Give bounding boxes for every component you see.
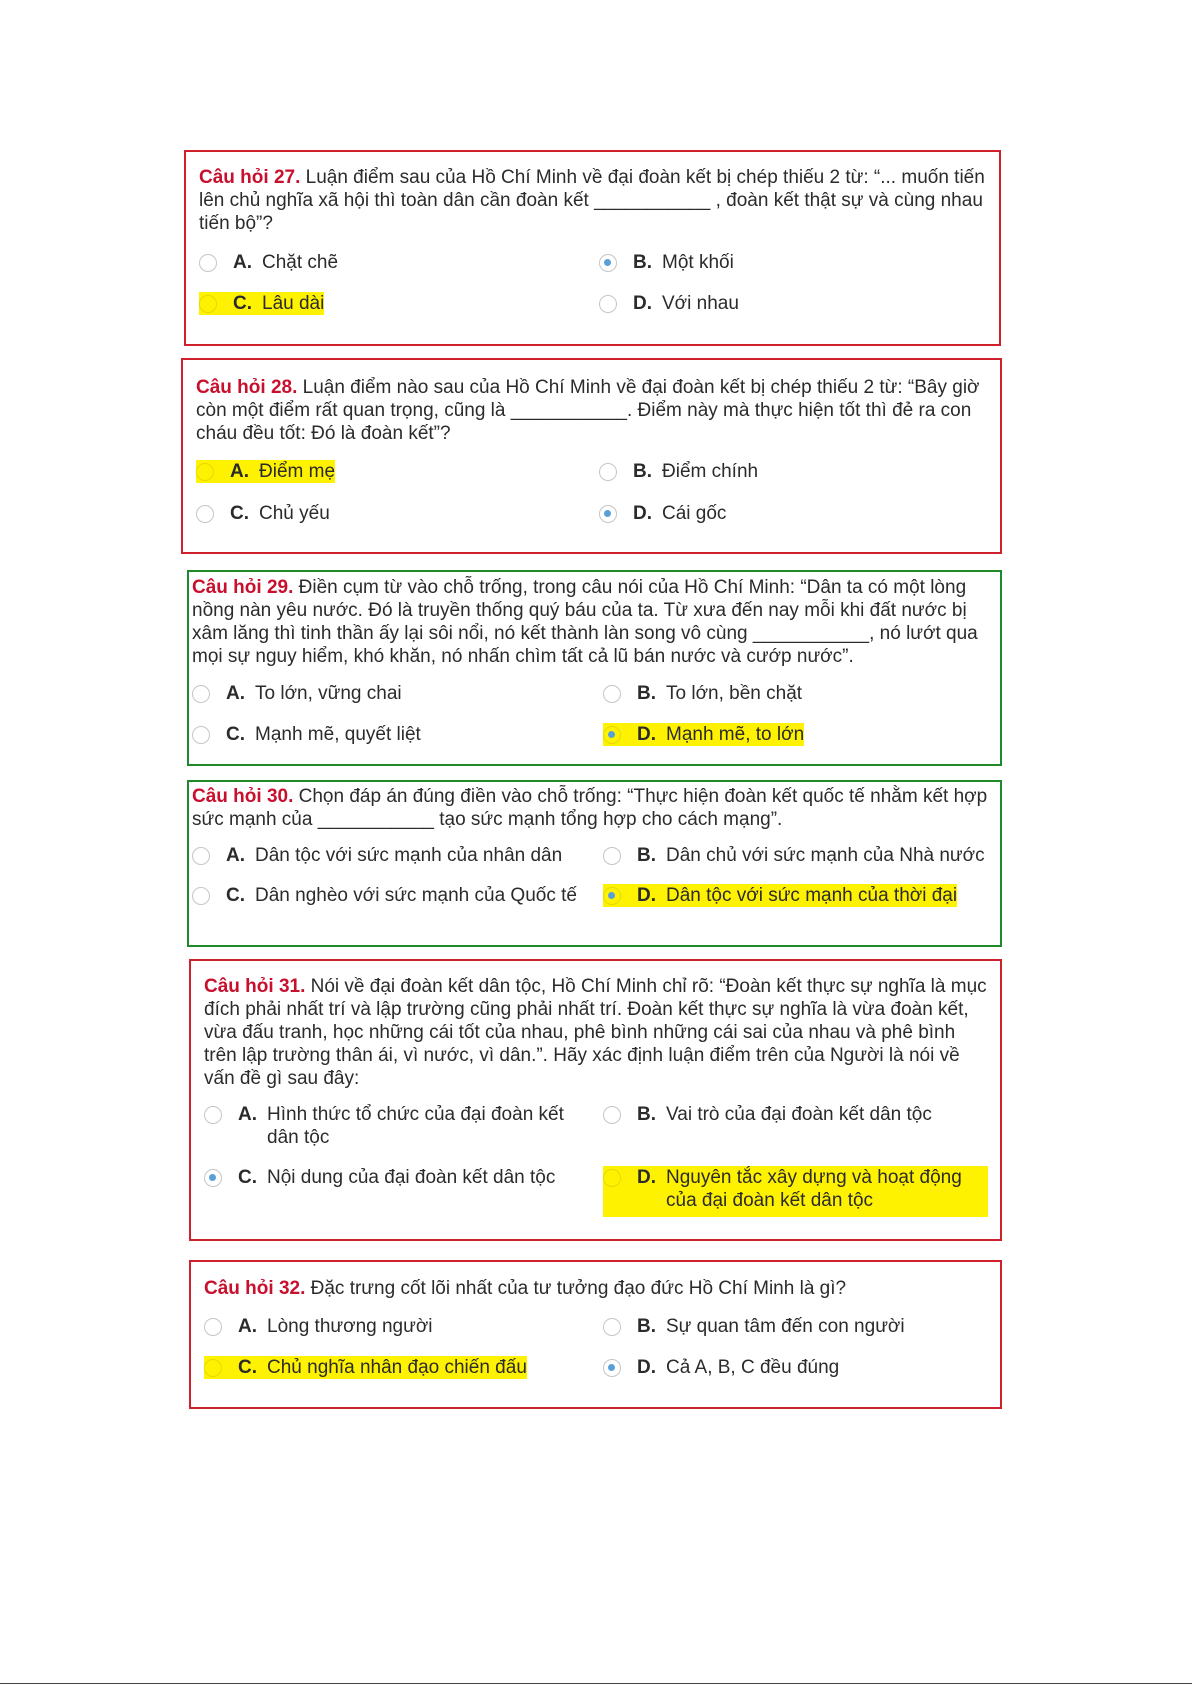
question-30-card: [187, 780, 1002, 947]
question-31-text: [204, 975, 992, 1090]
radio-selected-icon[interactable]: [204, 1169, 222, 1187]
option-label: Dân tộc với sức mạnh của nhân dân: [255, 845, 563, 866]
option-b[interactable]: [603, 1103, 993, 1126]
option-letter: A.: [238, 1104, 257, 1125]
question-body: Luận điểm sau của Hồ Chí Minh về đại đoàn kết bị chép thiếu 2 từ: “... muốn tiến lên chủ nghĩa xã hội thì toàn dân cần đoàn kết ___________ , đoàn kết thật sự và cùng nhau tiến bộ”?: [199, 167, 985, 234]
radio-icon[interactable]: [603, 1106, 621, 1124]
option-b[interactable]: [599, 460, 758, 483]
option-letter: A.: [226, 845, 245, 866]
option-label: Dân nghèo với sức mạnh của Quốc tế: [255, 885, 577, 906]
option-label: Lâu dài: [262, 293, 325, 314]
option-label: Dân tộc với sức mạnh của thời đại: [666, 885, 958, 906]
radio-icon[interactable]: [603, 1169, 621, 1187]
radio-icon[interactable]: [192, 887, 210, 905]
question-body: Chọn đáp án đúng điền vào chỗ trống: “Thực hiện đoàn kết quốc tế nhằm kết hợp sức mạnh của ___________ tạo sức mạnh tổng hợp cho cách mạng”.: [192, 786, 988, 830]
option-a[interactable]: [204, 1103, 584, 1149]
option-b[interactable]: [603, 844, 999, 867]
radio-icon[interactable]: [199, 295, 217, 313]
option-c[interactable]: [196, 502, 330, 525]
option-letter: C.: [226, 885, 245, 906]
option-a[interactable]: [192, 844, 582, 867]
option-letter: C.: [233, 293, 252, 314]
option-label: Chủ yếu: [259, 503, 330, 524]
option-d-highlighted[interactable]: [603, 884, 957, 907]
option-letter: B.: [637, 1316, 656, 1337]
option-c-highlighted[interactable]: [204, 1356, 527, 1379]
option-letter: A.: [238, 1316, 257, 1337]
radio-selected-icon[interactable]: [599, 254, 617, 272]
question-number: Câu hỏi 30.: [192, 786, 294, 807]
option-c-highlighted[interactable]: [199, 292, 324, 315]
option-label: Mạnh mẽ, to lớn: [666, 724, 805, 745]
option-letter: C.: [238, 1357, 257, 1378]
radio-selected-icon[interactable]: [599, 505, 617, 523]
option-label: Nội dung của đại đoàn kết dân tộc: [267, 1167, 556, 1188]
option-a[interactable]: [199, 251, 338, 274]
radio-icon[interactable]: [199, 254, 217, 272]
radio-selected-icon[interactable]: [603, 726, 621, 744]
option-letter: B.: [637, 1104, 656, 1125]
question-number: Câu hỏi 31.: [204, 976, 306, 997]
option-letter: A.: [226, 683, 245, 704]
option-label: Cái gốc: [662, 503, 727, 524]
option-letter: C.: [230, 503, 249, 524]
option-letter: A.: [230, 461, 249, 482]
radio-icon[interactable]: [192, 726, 210, 744]
question-number: Câu hỏi 27.: [199, 167, 301, 188]
option-d-highlighted[interactable]: [603, 723, 804, 746]
radio-selected-icon[interactable]: [603, 1359, 621, 1377]
option-letter: D.: [637, 724, 656, 745]
option-b[interactable]: [599, 251, 734, 274]
radio-icon[interactable]: [599, 295, 617, 313]
question-body: Luận điểm nào sau của Hồ Chí Minh về đại đoàn kết bị chép thiếu 2 từ: “Bây giờ còn một điểm rất quan trọng, cũng là ___________. Điểm này mà thực hiện tốt thì đẻ ra con cháu đều tốt: Đó là đoàn kết”?: [196, 377, 980, 444]
question-body: Điền cụm từ vào chỗ trống, trong câu nói của Hồ Chí Minh: “Dân ta có một lòng nồng nàn yêu nước. Đó là truyền thống quý báu của ta. Từ xưa đến nay mỗi khi đất nước bị xâm lăng thì tinh thần ấy lại sôi nổi, nó kết thành làn song vô cùng ___________, nó lướt qua mọi sự nguy hiểm, khó khăn, nó nhấn chìm tất cả lũ bán nước và cướp nước”.: [192, 577, 978, 667]
radio-icon[interactable]: [204, 1318, 222, 1336]
option-letter: D.: [633, 503, 652, 524]
option-letter: D.: [637, 1357, 656, 1378]
radio-icon[interactable]: [204, 1359, 222, 1377]
question-number: Câu hỏi 28.: [196, 377, 298, 398]
option-label: Lòng thương người: [267, 1316, 433, 1337]
option-letter: B.: [637, 683, 656, 704]
question-number: Câu hỏi 29.: [192, 577, 294, 598]
question-27-card: [184, 150, 1001, 346]
radio-icon[interactable]: [196, 505, 214, 523]
question-body: Nói về đại đoàn kết dân tộc, Hồ Chí Minh chỉ rõ: “Đoàn kết thực sự nghĩa là mục đích phải nhất trí và lập trường cũng phải nhất trí. Đoàn kết thực sự nghĩa là vừa đoàn kết, vừa đấu tranh, học những cái tốt của nhau, phê bình những cái sai của nhau và phê bình trên lập trường thân ái, vì nước, vì dân.”. Hãy xác định luận điểm trên của Người là nói về vấn đề gì sau đây:: [204, 976, 987, 1089]
option-label: Vai trò của đại đoàn kết dân tộc: [666, 1104, 932, 1125]
option-label: To lớn, vững chai: [255, 683, 402, 704]
option-label: Nguyên tắc xây dựng và hoạt động của đại đoàn kết dân tộc: [666, 1167, 962, 1211]
option-label: Sự quan tâm đến con người: [666, 1316, 905, 1337]
option-c[interactable]: [204, 1166, 555, 1189]
option-label: Chủ nghĩa nhân đạo chiến đấu: [267, 1357, 527, 1378]
question-29-text: [192, 576, 1000, 668]
option-letter: D.: [637, 885, 656, 906]
question-28-card: [181, 358, 1002, 554]
option-a[interactable]: [192, 682, 402, 705]
option-c[interactable]: [192, 723, 421, 746]
option-letter: B.: [637, 845, 656, 866]
option-letter: D.: [633, 293, 652, 314]
option-label: Cả A, B, C đều đúng: [666, 1357, 840, 1378]
option-label: To lớn, bền chặt: [666, 683, 803, 704]
option-d[interactable]: [603, 1356, 839, 1379]
option-label: Mạnh mẽ, quyết liệt: [255, 724, 421, 745]
question-32-card: [189, 1260, 1002, 1409]
option-letter: C.: [238, 1167, 257, 1188]
option-letter: A.: [233, 252, 252, 273]
option-b[interactable]: [603, 682, 802, 705]
option-letter: B.: [633, 461, 652, 482]
option-a-highlighted[interactable]: [196, 460, 335, 483]
page-bottom-divider: [0, 1683, 1192, 1684]
option-letter: C.: [226, 724, 245, 745]
radio-icon[interactable]: [599, 463, 617, 481]
option-d[interactable]: [599, 292, 739, 315]
radio-icon[interactable]: [603, 847, 621, 865]
option-label: Điểm chính: [662, 461, 759, 482]
question-number: Câu hỏi 32.: [204, 1278, 306, 1299]
option-label: Với nhau: [662, 293, 739, 314]
option-d-highlighted[interactable]: [603, 1166, 988, 1217]
option-b[interactable]: [603, 1315, 905, 1338]
question-28-text: [196, 376, 992, 445]
option-label: Một khối: [662, 252, 734, 273]
radio-selected-icon[interactable]: [603, 887, 621, 905]
radio-icon[interactable]: [192, 685, 210, 703]
question-body: Đặc trưng cốt lõi nhất của tư tưởng đạo đức Hồ Chí Minh là gì?: [305, 1278, 847, 1299]
question-29-card: [187, 570, 1002, 766]
question-30-text: [192, 785, 1000, 831]
option-letter: B.: [633, 252, 652, 273]
option-label: Hình thức tổ chức của đại đoàn kết dân tộc: [267, 1104, 564, 1148]
option-c[interactable]: [192, 884, 577, 907]
option-d[interactable]: [599, 502, 726, 525]
radio-icon[interactable]: [196, 463, 214, 481]
option-label: Dân chủ với sức mạnh của Nhà nước: [666, 845, 985, 866]
radio-icon[interactable]: [603, 1318, 621, 1336]
option-label: Điểm mẹ: [259, 461, 336, 482]
radio-icon[interactable]: [603, 685, 621, 703]
option-a[interactable]: [204, 1315, 433, 1338]
radio-icon[interactable]: [204, 1106, 222, 1124]
option-letter: D.: [637, 1167, 656, 1188]
question-31-card: [189, 959, 1002, 1241]
question-32-text: [204, 1277, 992, 1300]
option-label: Chặt chẽ: [262, 252, 339, 273]
radio-icon[interactable]: [192, 847, 210, 865]
question-27-text: [199, 166, 991, 235]
